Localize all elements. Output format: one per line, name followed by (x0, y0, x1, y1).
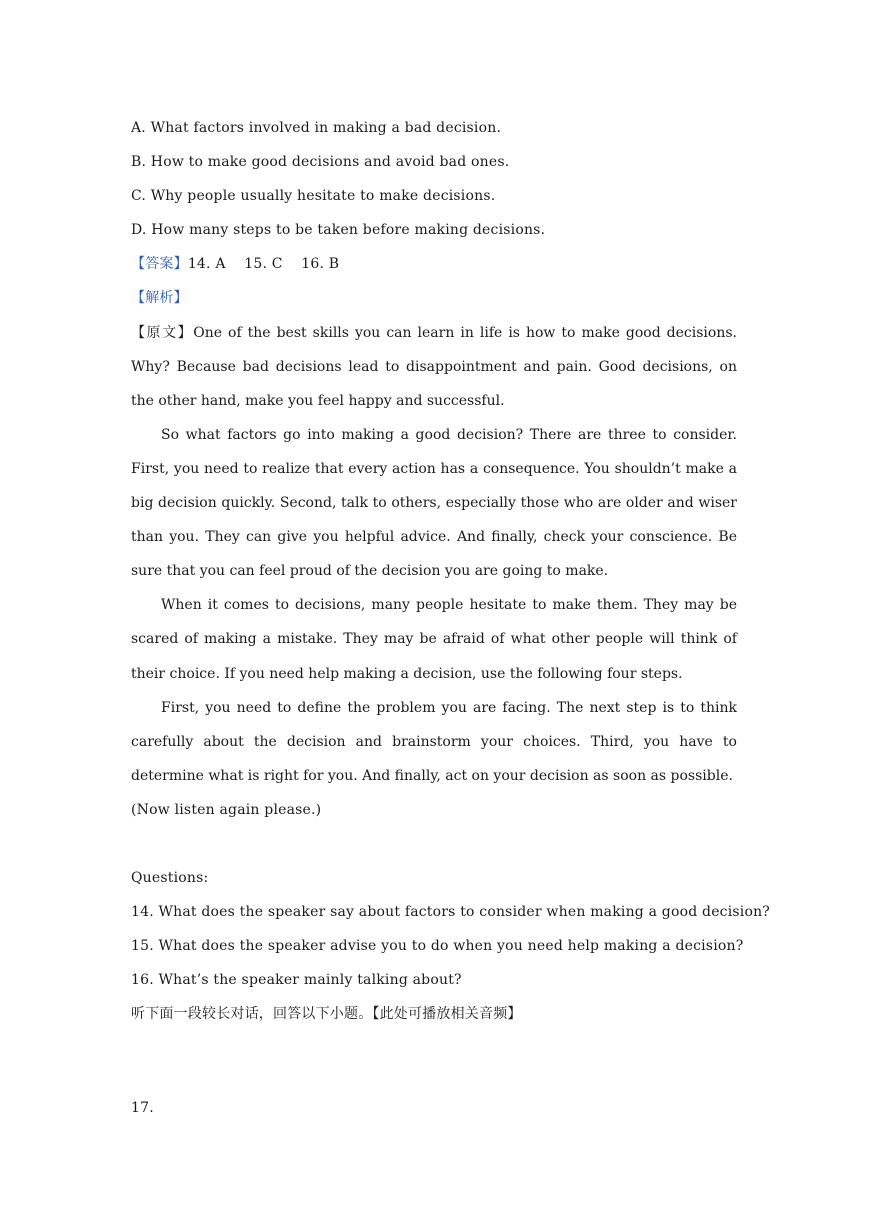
spacer (131, 1031, 737, 1065)
question-15: 15. What does the speaker advise you to do when you need help making a decision? (131, 938, 744, 955)
option-a: A. What factors involved in making a bad decision. (131, 120, 502, 136)
question-14: 14. What does the speaker say about factors to consider when making a good decision? (131, 904, 771, 921)
document-page (131, 111, 771, 1126)
option-b: B. How to make good decisions and avoid bad ones. (131, 154, 510, 171)
answer-text: 14. A 15. C 16. B (187, 256, 340, 273)
original-paragraph-1 (131, 316, 737, 418)
question-16: 16. What’s the speaker mainly talking about? (131, 972, 462, 989)
original-paragraph-4: First, you need to define the problem you are facing. The next step is to think carefully about the decision and brainstorm your choices. Third, you have to determine what is right for you. And finally, act on your decision as soon as possible. (131, 699, 737, 784)
original-p1-text: One of the best skills you can learn in life is how to make good decisions. Why? Because bad decisions lead to disappointment and pain. Good decisions, on the other hand, make you feel happy and successful. (131, 324, 737, 409)
instruction-text: 听下面一段较长对话，回答以下小题。【此处可播放相关音频】 (131, 1006, 522, 1023)
original-label: 【原文】 (131, 324, 194, 341)
questions-heading: Questions: (131, 869, 209, 886)
original-paragraph-2: So what factors go into making a good decision? There are three to consider. First, you need to realize that every action has a consequence. You shouldn’t make a big decision quickly. Second, talk to others, especially those who are older and wiser than you. They can give you helpful advice. And finally, check your conscience. Be sure that you can feel proud of the decision you are going to make. (131, 426, 737, 580)
listen-again: (Now listen again please.) (131, 801, 322, 818)
option-d: D. How many steps to be taken before making decisions. (131, 222, 546, 239)
option-c: C. Why people usually hesitate to make decisions. (131, 188, 496, 205)
next-item-number: 17. (131, 1100, 154, 1117)
analysis-label: 【解析】 (131, 290, 188, 307)
original-paragraph-3: When it comes to decisions, many people hesitate to make them. They may be scared of making a mistake. They may be afraid of what other people will think of their choice. If you need help making a decision, use the following four steps. (131, 597, 737, 682)
answer-label: 【答案】 (131, 256, 188, 273)
answer-line (131, 247, 737, 281)
spacer (131, 827, 737, 861)
